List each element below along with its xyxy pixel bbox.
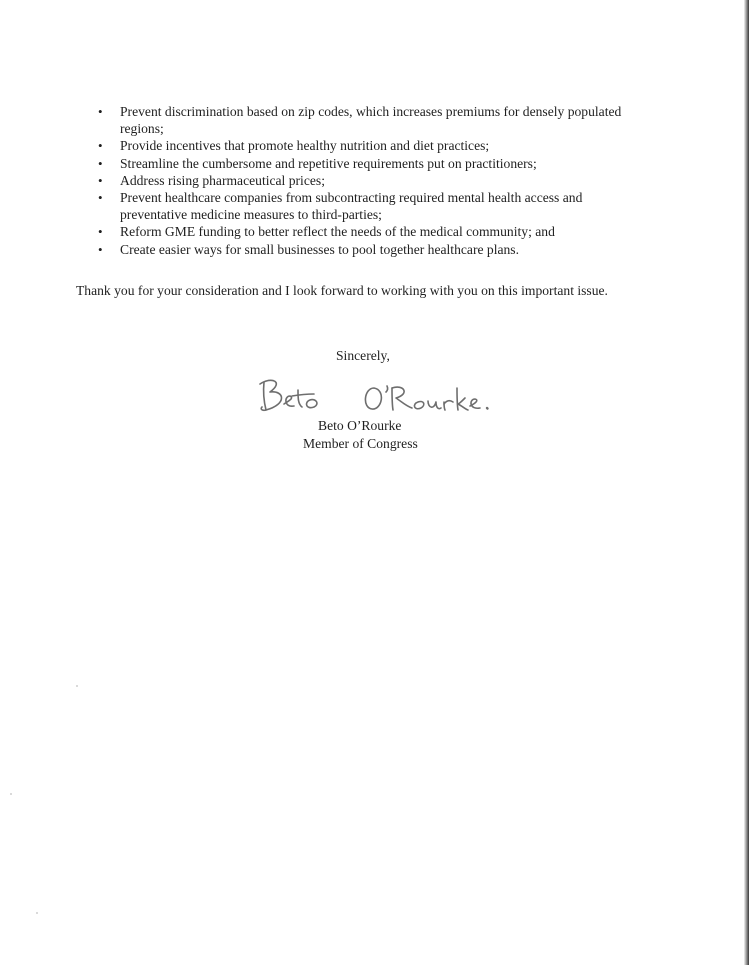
scan-speck [76, 685, 78, 687]
list-item [96, 155, 641, 172]
list-item [96, 223, 641, 240]
bullet-text: Address rising pharmaceutical prices; [120, 172, 325, 188]
valediction: Sincerely, [336, 348, 390, 363]
bullet-icon: • [98, 241, 103, 257]
scan-speck [36, 912, 38, 914]
signer-title: Member of Congress [303, 436, 418, 451]
list-item [96, 103, 641, 137]
signer-name: Beto O’Rourke [318, 418, 402, 433]
bullet-icon: • [98, 138, 103, 154]
bullet-text: Streamline the cumbersome and repetitive requirements put on practitioners; [120, 155, 537, 171]
scan-edge-shadow [744, 0, 749, 965]
policy-bullet-list [96, 103, 641, 258]
handwritten-signature [254, 374, 494, 422]
bullet-icon: • [98, 190, 103, 206]
bullet-text: Create easier ways for small businesses to pool together healthcare plans. [120, 241, 519, 257]
bullet-text: Prevent discrimination based on zip codes, which increases premiums for densely populated regions; [120, 104, 622, 137]
bullet-icon: • [98, 224, 103, 240]
bullet-icon: • [98, 172, 103, 188]
bullet-icon: • [98, 104, 103, 119]
list-item [96, 172, 641, 189]
list-item [96, 241, 641, 258]
bullet-icon: • [98, 155, 103, 171]
bullet-text: Provide incentives that promote healthy nutrition and diet practices; [120, 138, 490, 154]
scan-speck [10, 793, 12, 795]
list-item [96, 137, 641, 154]
bullet-text: Reform GME funding to better reflect the needs of the medical community; and [120, 224, 555, 240]
closing-paragraph: Thank you for your consideration and I look forward to working with you on this important issue. [76, 283, 608, 298]
list-item [96, 189, 641, 223]
bullet-text: Prevent healthcare companies from subcontracting required mental health access and preventative medicine measures to third-parties; [120, 190, 583, 223]
